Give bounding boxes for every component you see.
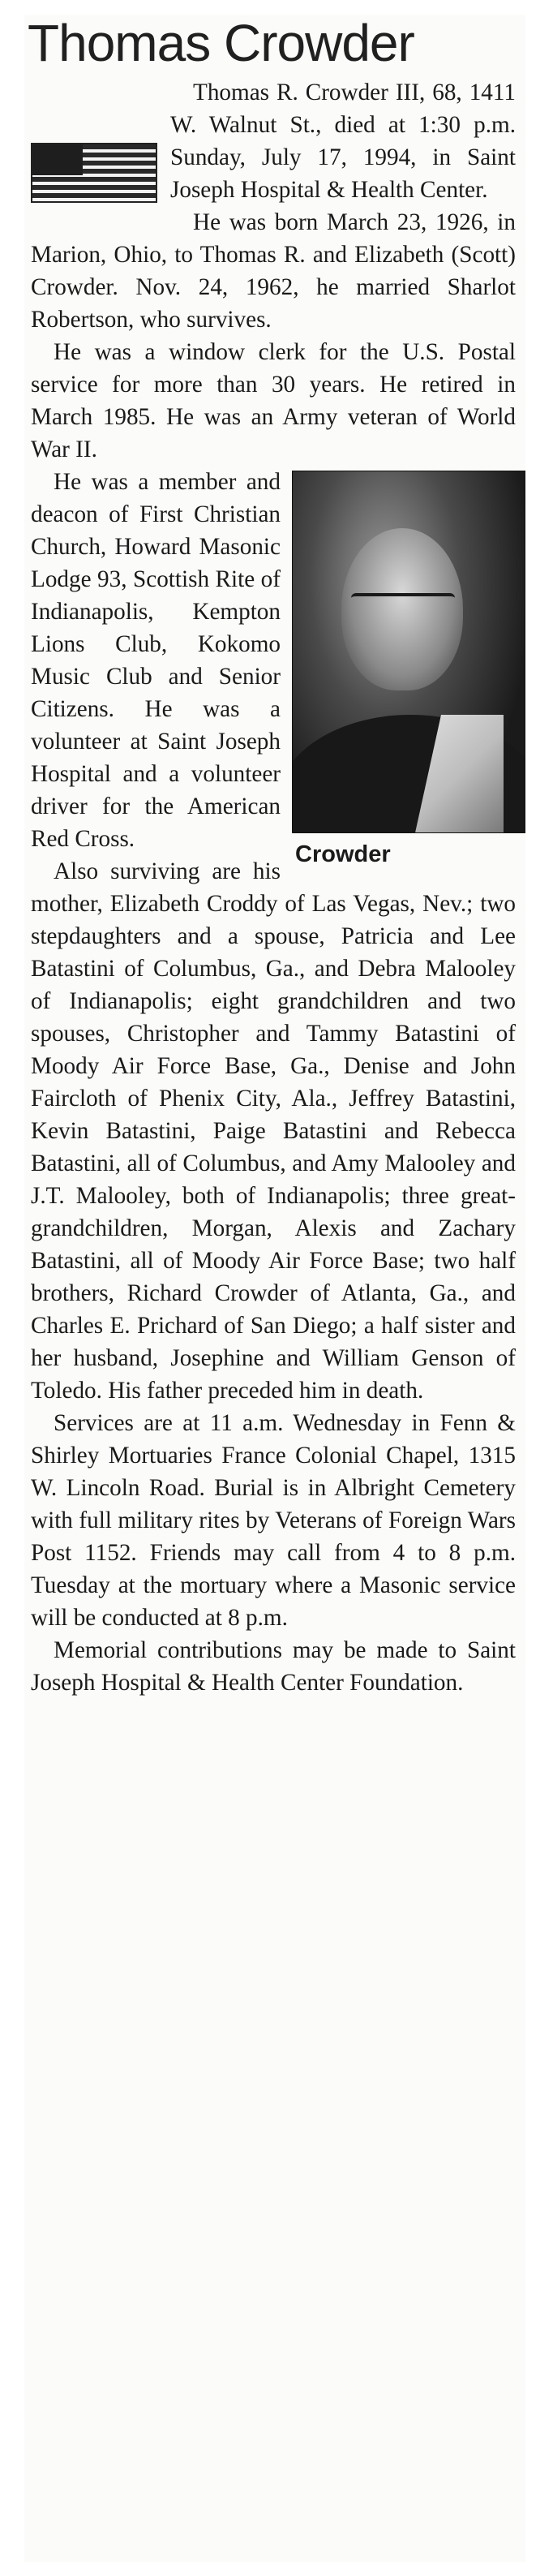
- paragraph-death-notice: Thomas R. Crowder III, 68, 1411 W. Walnut St., died at 1:30 p.m. Sunday, July 17, 1994, in Saint Joseph Hospital & Health Center.: [170, 80, 516, 203]
- us-flag-icon: [31, 143, 157, 203]
- photo-caption: Crowder: [295, 841, 391, 867]
- portrait-glasses: [351, 593, 455, 619]
- paragraph-birth-marriage: He was born March 23, 1926, in Marion, Ohio, to Thomas R. and Elizabeth (Scott) Crowder. Nov. 24, 1962, he married Sharlot Robertson, who survives.: [31, 209, 516, 333]
- obituary-body: [24, 71, 525, 1699]
- paragraph-memberships: He was a member and deacon of First Christian Church, Howard Masonic Lodge 93, Scottish Rite of Indianapolis, Kempton Lions Club, Kokomo Music Club and Senior Citizens. He was a volunteer at Saint Joseph Hospital and a volunteer driver for the American Red Cross.: [31, 469, 281, 852]
- flag-canton: [32, 144, 83, 175]
- portrait-figure: [292, 471, 525, 871]
- paragraph-services: Services are at 11 a.m. Wednesday in Fenn & Shirley Mortuaries France Colonial Chapel, 1315 W. Lincoln Road. Burial is in Albright Cemetery with full military rites by Veterans of Foreign Wars Post 1152. Friends may call from 4 to 8 p.m. Tuesday at the mortuary where a Masonic service will be conducted at 8 p.m.: [31, 1410, 516, 1631]
- obituary-headline: Thomas Crowder: [28, 14, 414, 72]
- paragraph-survivors: Also surviving are his mother, Elizabeth Croddy of Las Vegas, Nev.; two stepdaughters and a spouse, Patricia and Lee Batastini of Columbus, Ga., and Debra Malooley of Indianapolis; eight grandchildren and two spouses, Christopher and Tammy Batastini of Moody Air Force Base, Ga., Denise and John Faircloth of Phenix City, Ala., Jeffrey Batastini, Kevin Batastini, Paige Batastini and Rebecca Batastini, all of Columbus, and Amy Malooley and J.T. Malooley, both of Indianapolis; three great-grandchildren, Morgan, Alexis and Zachary Batastini, all of Moody Air Force Base; two half brothers, Richard Crowder of Atlanta, Ga., and Charles E. Prichard of San Diego; a half sister and her husband, Josephine and William Genson of Toledo. His father preceded him in death.: [31, 858, 516, 1404]
- portrait-photo: [292, 471, 525, 833]
- paragraph-memorials: Memorial contributions may be made to Saint Joseph Hospital & Health Center Foundation.: [31, 1637, 516, 1696]
- paragraph-career: He was a window clerk for the U.S. Postal service for more than 30 years. He retired in March 1985. He was an Army veteran of World War II.: [31, 339, 516, 462]
- obituary-clipping: [24, 15, 525, 2562]
